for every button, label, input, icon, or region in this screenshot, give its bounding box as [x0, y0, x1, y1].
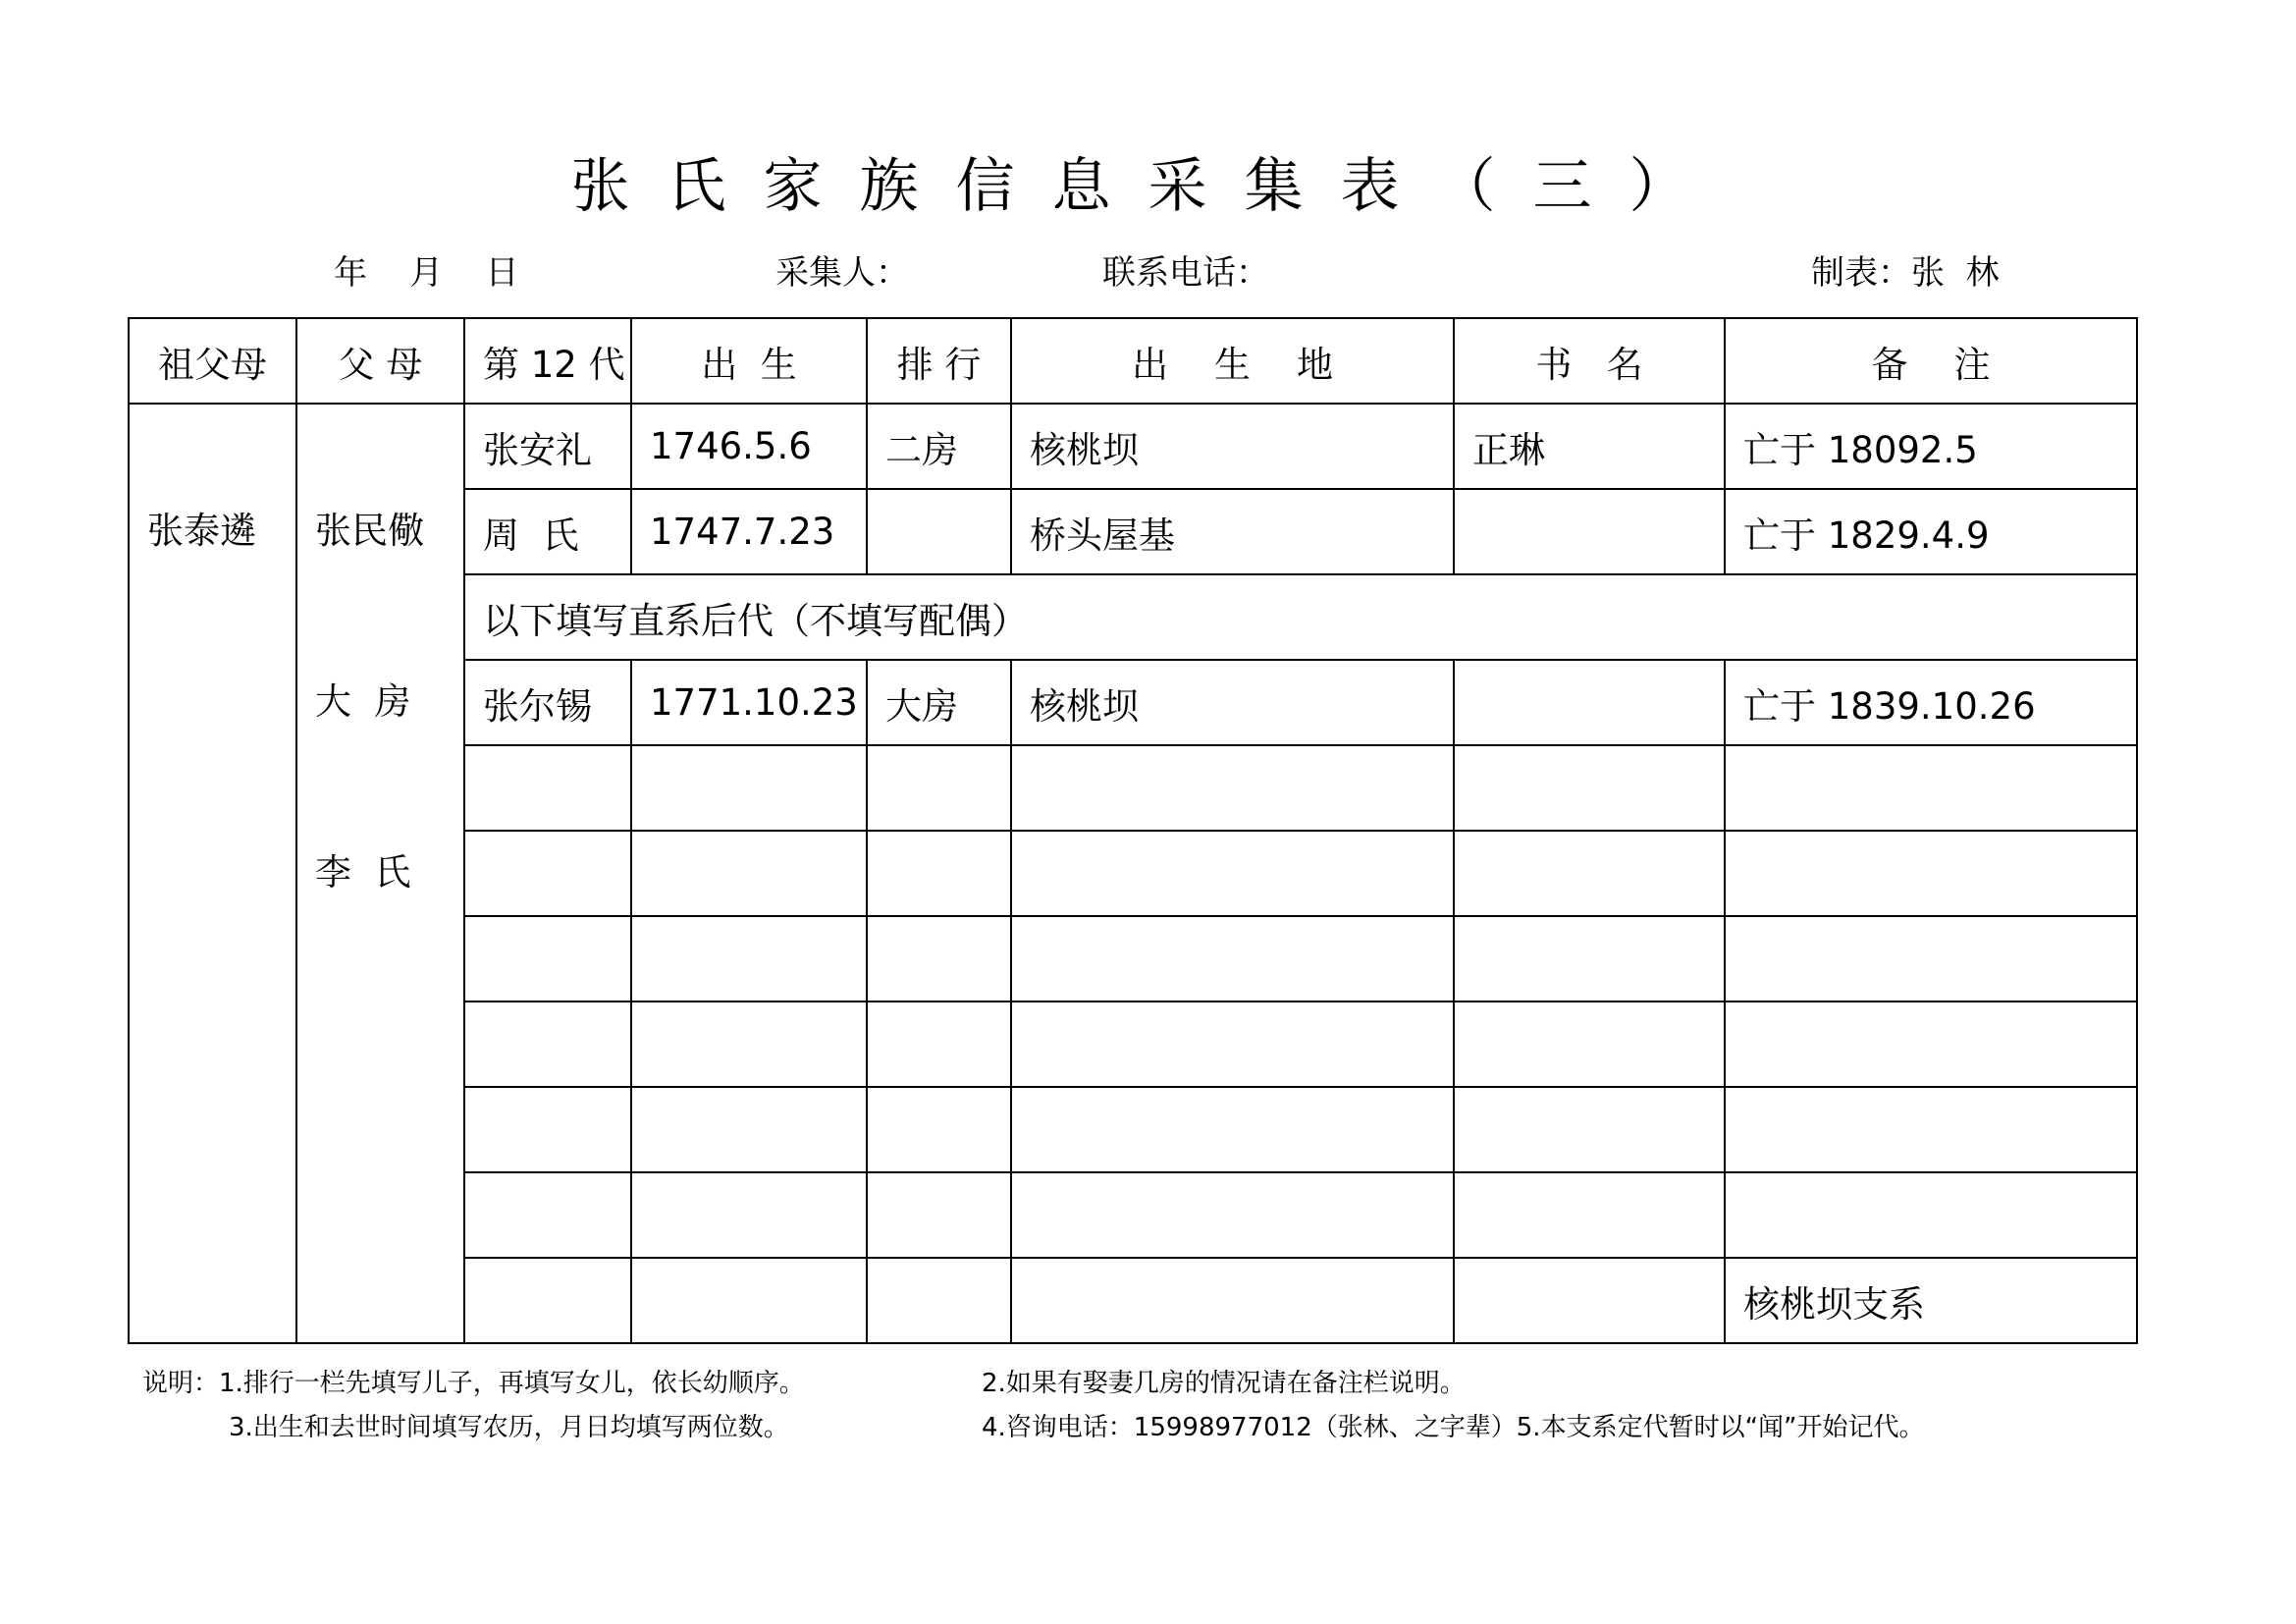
phone-field: 联系电话： — [1102, 253, 1269, 293]
parent-spouse: 李 氏 — [315, 851, 411, 893]
parent-name: 张民儆 — [315, 510, 424, 552]
birth-cell — [631, 831, 867, 916]
remarks-cell: 亡于 1839.10.26 — [1725, 660, 2137, 745]
birthplace-cell — [1011, 1001, 1454, 1087]
note-3: 3.出生和去世时间填写农历，月日均填写两位数。 — [229, 1413, 789, 1442]
parents-cell — [296, 404, 464, 1343]
header-parents: 父 母 — [296, 318, 464, 404]
header-rank: 排 行 — [867, 318, 1011, 404]
generation-cell — [464, 1258, 631, 1343]
birthplace-cell — [1011, 1087, 1454, 1172]
birth-cell — [631, 745, 867, 831]
table-row — [129, 404, 2137, 489]
birth-cell — [631, 1172, 867, 1258]
generation-cell — [464, 831, 631, 916]
rank-cell: 二房 — [867, 404, 1011, 489]
remarks-cell — [1725, 831, 2137, 916]
rank-cell — [867, 489, 1011, 574]
note-4: 4.咨询电话：15998977012（张林、之字辈）5.本支系定代暂时以“闻”开始记代。 — [982, 1413, 1925, 1442]
generation-cell — [464, 1087, 631, 1172]
birth-cell — [631, 1087, 867, 1172]
rank-cell — [867, 1001, 1011, 1087]
rank-cell — [867, 1172, 1011, 1258]
birthplace-cell — [1011, 1258, 1454, 1343]
note-1: 说明：1.排行一栏先填写儿子，再填写女儿，依长幼顺序。 — [142, 1369, 805, 1398]
remarks-cell — [1725, 1172, 2137, 1258]
collector-field: 采集人： — [775, 253, 909, 293]
book-name-cell — [1454, 660, 1725, 745]
birth-cell — [631, 1001, 867, 1087]
birthplace-cell — [1011, 916, 1454, 1001]
generation-cell — [464, 1172, 631, 1258]
header-birthplace: 出 生 地 — [1011, 318, 1454, 404]
rank-cell — [867, 1087, 1011, 1172]
header-grandparents: 祖父母 — [129, 318, 296, 404]
page-title: 张氏家族信息采集表（三） — [570, 152, 1726, 221]
note-2: 2.如果有娶妻几房的情况请在备注栏说明。 — [982, 1369, 1466, 1398]
remarks-cell — [1725, 916, 2137, 1001]
birthplace-cell — [1011, 745, 1454, 831]
header-remarks: 备 注 — [1725, 318, 2137, 404]
remarks-cell: 核桃坝支系 — [1725, 1258, 2137, 1343]
generation-cell — [464, 745, 631, 831]
rank-cell — [867, 916, 1011, 1001]
generation-cell: 周 氏 — [464, 489, 631, 574]
birthplace-cell — [1011, 1172, 1454, 1258]
birth-cell: 1747.7.23 — [631, 489, 867, 574]
header-row — [129, 318, 2137, 404]
book-name-cell: 正琳 — [1454, 404, 1725, 489]
book-name-cell — [1454, 1087, 1725, 1172]
remarks-cell: 亡于 1829.4.9 — [1725, 489, 2137, 574]
parent-branch: 大 房 — [315, 680, 411, 723]
book-name-cell — [1454, 489, 1725, 574]
header-generation: 第 12 代 — [464, 318, 631, 404]
book-name-cell — [1454, 916, 1725, 1001]
remarks-cell — [1725, 1001, 2137, 1087]
generation-cell — [464, 1001, 631, 1087]
birthplace-cell: 核桃坝 — [1011, 404, 1454, 489]
notice-cell: 以下填写直系后代（不填写配偶） — [464, 574, 2137, 660]
birth-cell: 1771.10.23 — [631, 660, 867, 745]
grandparent-name: 张泰遴 — [147, 510, 256, 552]
rank-cell — [867, 1258, 1011, 1343]
generation-cell — [464, 916, 631, 1001]
generation-cell: 张尔锡 — [464, 660, 631, 745]
remarks-cell — [1725, 745, 2137, 831]
book-name-cell — [1454, 745, 1725, 831]
date-field: 年 月 日 — [334, 253, 519, 293]
birthplace-cell: 桥头屋基 — [1011, 489, 1454, 574]
birth-cell: 1746.5.6 — [631, 404, 867, 489]
maker-field: 制表：张 林 — [1811, 253, 2000, 293]
remarks-cell: 亡于 18092.5 — [1725, 404, 2137, 489]
birthplace-cell: 核桃坝 — [1011, 660, 1454, 745]
family-table — [128, 317, 2138, 1344]
grandparent-cell — [129, 404, 296, 1343]
birth-cell — [631, 916, 867, 1001]
birthplace-cell — [1011, 831, 1454, 916]
rank-cell: 大房 — [867, 660, 1011, 745]
book-name-cell — [1454, 831, 1725, 916]
birth-cell — [631, 1258, 867, 1343]
book-name-cell — [1454, 1258, 1725, 1343]
rank-cell — [867, 831, 1011, 916]
generation-cell: 张安礼 — [464, 404, 631, 489]
remarks-cell — [1725, 1087, 2137, 1172]
header-birth: 出 生 — [631, 318, 867, 404]
header-book-name: 书 名 — [1454, 318, 1725, 404]
rank-cell — [867, 745, 1011, 831]
book-name-cell — [1454, 1172, 1725, 1258]
book-name-cell — [1454, 1001, 1725, 1087]
